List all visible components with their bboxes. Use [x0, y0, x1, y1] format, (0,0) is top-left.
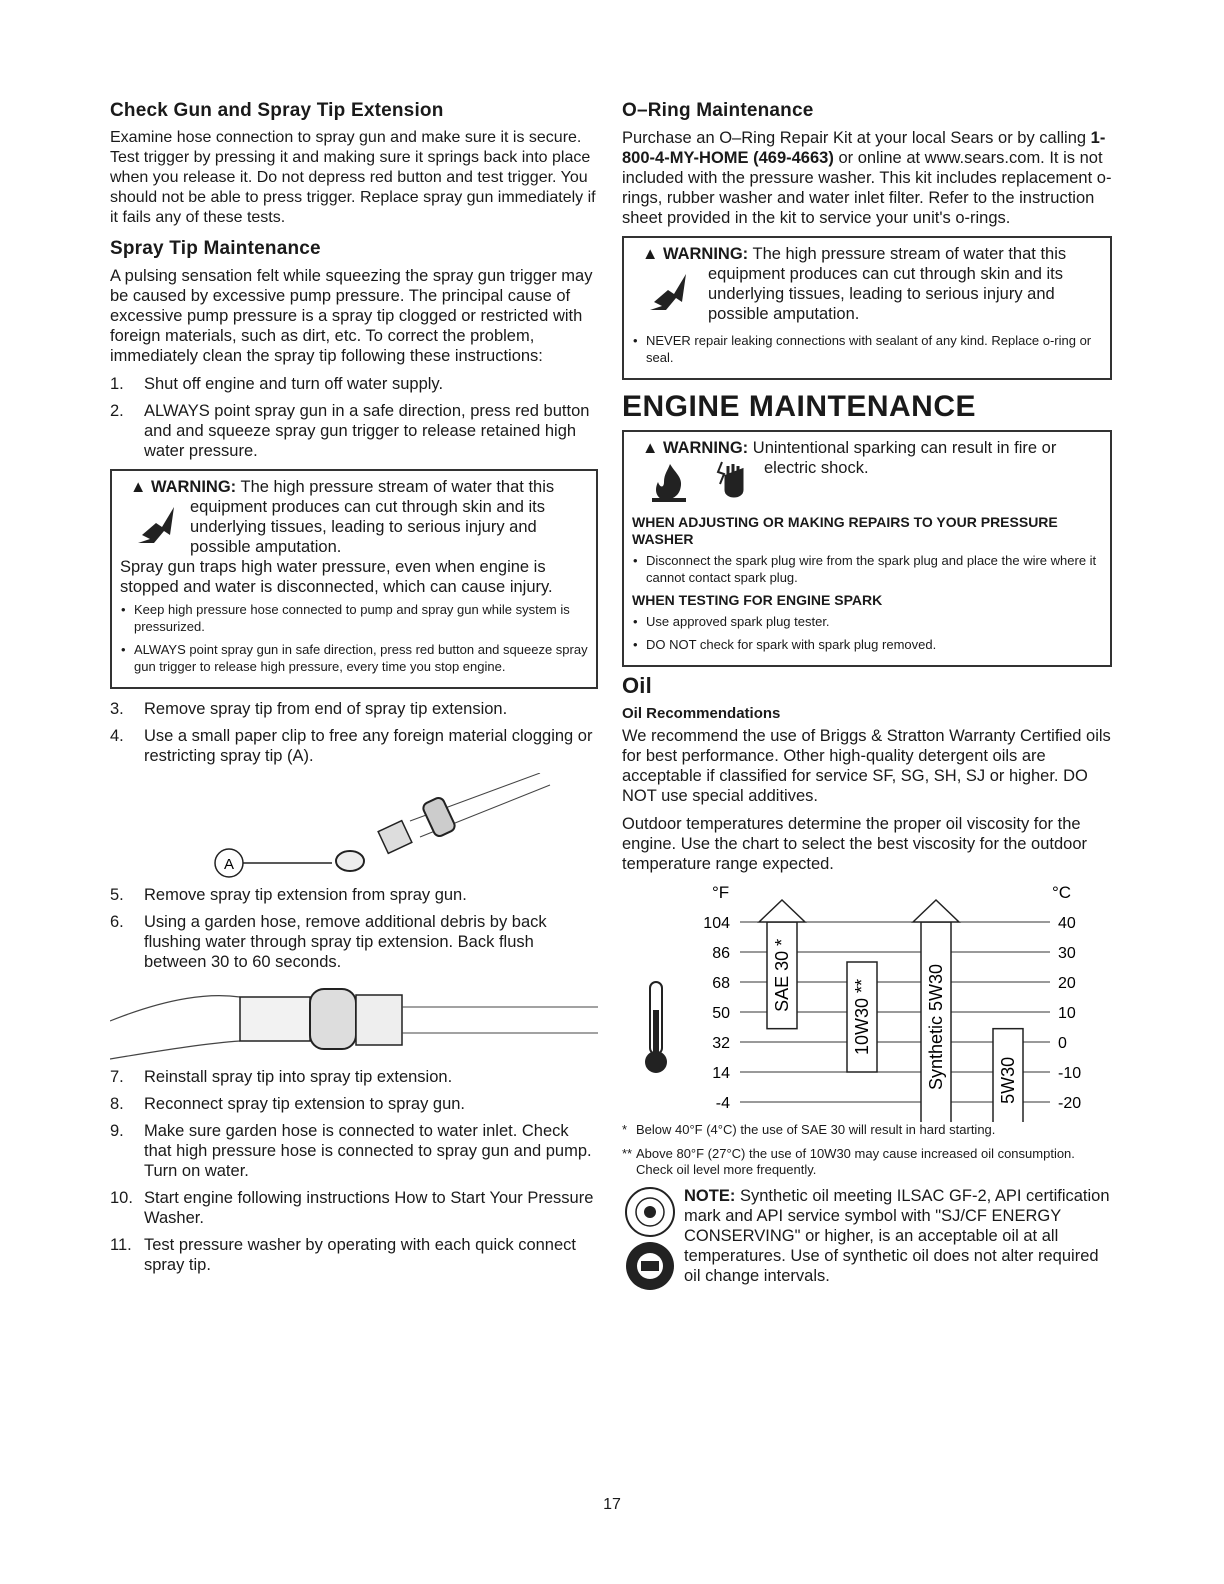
tick-label-celsius: -10: [1058, 1065, 1082, 1082]
list-item: 9. Make sure garden hose is connected to water inlet. Check that high pressure hose is connected to spray gun and pump. Turn on water.: [110, 1122, 592, 1180]
steps-list-a: [110, 374, 598, 461]
page-number: 17: [603, 1496, 621, 1513]
series-label: Synthetic 5W30: [926, 963, 946, 1091]
warning-bullets: [120, 601, 588, 675]
footnote-1: * Below 40°F (4°C) the use of SAE 30 will result in hard starting.: [622, 1122, 996, 1137]
warning-label: WARNING:: [150, 478, 237, 496]
list-item: 11. Test pressure washer by operating with each quick connect spray tip.: [110, 1236, 576, 1274]
warning-triangle-icon: ▲: [642, 245, 659, 263]
spray-tip-illustration: [110, 773, 598, 885]
tick-label-fahrenheit: 86: [712, 945, 730, 962]
warning-label: WARNING:: [662, 245, 749, 263]
list-item: 4. Use a small paper clip to free any foreign material clogging or restricting spray tip (A).: [110, 727, 593, 765]
tick-label-celsius: 40: [1058, 915, 1076, 932]
spark-caption-1: WHEN ADJUSTING OR MAKING REPAIRS TO YOUR PRESSURE WASHER: [632, 514, 1058, 547]
warning-box-pressure: ▲ WARNING: The high pressure stream of water that this equipment produces can cut through skin and its underlying tissues, leading to serious injury and possible amputation. Spray gun traps high water pressure, even when engine is stopped and water is disconnected, which can cause injury. • Keep high pressure hose connected to pump and spray gun while system is pressurized. • ALWAYS point spray gun in safe direction, press red button and squeeze spray gun trigger to release high pressure, every time you stop engine.: [110, 469, 598, 689]
check-gun-text: Examine hose connection to spray gun and make sure it is secure. Test trigger by pressing it and making sure it springs back into place when you release it. Do not depress red button and test trigger. You should not be able to press trigger. Replace spray gun immediately if it fails any of these tests.: [110, 129, 596, 226]
unit-celsius: °C: [1052, 883, 1072, 902]
warning-bullets: [632, 332, 1102, 366]
list-item: • ALWAYS point spray gun in safe direction, press red button and squeeze spray gun trigger to release high pressure, every time you stop engine.: [120, 641, 588, 675]
series-label: 10W30 **: [852, 978, 872, 1056]
check-gun-heading: Check Gun and Spray Tip Extension: [110, 100, 444, 121]
right-column: [622, 100, 1112, 1286]
steps-list-b: [110, 699, 598, 766]
cut-hazard-icon: [646, 272, 698, 312]
callout-label-a: A: [223, 856, 235, 873]
oil-viscosity-chart: [622, 882, 1112, 1122]
oil-text-1: We recommend the use of Briggs & Stratton Warranty Certified oils for best performance. Other high-quality detergent oils are acceptable if classified for service SF, SG, SH, SJ or higher. DO NOT use special additives.: [622, 727, 1111, 805]
engine-maintenance-heading: ENGINE MAINTENANCE: [622, 390, 977, 423]
list-item: 5. Remove spray tip extension from spray gun.: [110, 886, 467, 904]
shock-hazard-icon: [716, 460, 746, 504]
note-label: NOTE:: [684, 1187, 736, 1205]
o-ring-text: Purchase an O–Ring Repair Kit at your local Sears or by calling 1-800-4-MY-HOME (469-4663) or online at www.sears.com. It is not included with the pressure washer. This kit includes replacement o-rings, rubber washer and water inlet filter. Refer to the instruction sheet provided in the kit to service your unit's o-rings.: [622, 129, 1112, 227]
arrow-up-marker: [759, 900, 805, 922]
series-bar: [913, 900, 959, 1122]
tick-label-fahrenheit: 68: [712, 975, 730, 992]
arrow-up-marker: [913, 900, 959, 922]
list-item: • Keep high pressure hose connected to pump and spray gun while system is pressurized.: [120, 601, 588, 635]
spray-tip-heading: Spray Tip Maintenance: [110, 238, 321, 259]
list-item: 6. Using a garden hose, remove additional debris by back flushing water through spray tip extension. Back flush between 30 to 60 seconds.: [110, 913, 547, 971]
hose-figure: [110, 979, 598, 1067]
fire-hazard-icon: [650, 462, 690, 504]
series-bar: [985, 1029, 1031, 1122]
series-bar: [759, 900, 805, 1029]
tick-label-fahrenheit: 14: [712, 1065, 730, 1082]
spray-tip-text: A pulsing sensation felt while squeezing the spray gun trigger may be caused by excessive pump pressure. The principal cause of excessive pump pressure is a spray tip clogged or restricted with foreign materials, such as dirt, etc. To correct the problem, immediately clean the spray tip following these instructions:: [110, 267, 593, 365]
list-item: • Disconnect the spark plug wire from the spark plug and place the wire where it cannot contact spark plug.: [632, 552, 1102, 586]
list-item: 2. ALWAYS point spray gun in a safe direction, press red button and and squeeze spray gun trigger to release retained high water pressure.: [110, 402, 590, 460]
series-bar: [847, 962, 877, 1072]
spark-caption-2: WHEN TESTING FOR ENGINE SPARK: [632, 592, 883, 608]
list-item: • NEVER repair leaking connections with sealant of any kind. Replace o-ring or seal.: [632, 332, 1102, 366]
tick-label-fahrenheit: 32: [712, 1035, 730, 1052]
warning-body: Spray gun traps high water pressure, even when engine is stopped and water is disconnected, which can cause injury.: [120, 558, 553, 596]
list-item: • Use approved spark plug tester.: [632, 613, 1102, 630]
steps-list-c: [110, 885, 598, 972]
left-column: [110, 100, 598, 1282]
list-item: 8. Reconnect spray tip extension to spray gun.: [110, 1095, 466, 1113]
oil-recommendations-heading: Oil Recommendations: [622, 705, 781, 722]
series-label: 5W30: [998, 1056, 1018, 1104]
warning-box-spark: ▲ WARNING: Unintentional sparking can result in fire or electric shock. WHEN ADJUSTING OR MAKING REPAIRS TO YOUR PRESSURE WASHER • Disconnect the spark plug wire from the spark plug and place the wire where it cannot contact spark plug. WHEN TESTING FOR ENGINE SPARK • Use approved spark plug tester. • DO NOT check for spark with spark plug removed.: [622, 430, 1112, 667]
warning-label: WARNING:: [662, 439, 749, 457]
list-item: 1. Shut off engine and turn off water supply.: [110, 375, 444, 393]
hose-connection-illustration: [110, 979, 598, 1067]
spray-tip-figure: [110, 773, 598, 885]
steps-list-d: [110, 1067, 598, 1275]
list-item: • DO NOT check for spark with spark plug removed.: [632, 636, 1102, 653]
warning-triangle-icon: ▲: [642, 439, 659, 457]
tick-label-fahrenheit: 104: [703, 915, 730, 932]
phone-number: 1-800-4-MY-HOME (469-4663): [622, 129, 1106, 167]
list-item: 3. Remove spray tip from end of spray tip extension.: [110, 700, 508, 718]
tick-label-celsius: 0: [1058, 1035, 1067, 1052]
thermometer-icon: [645, 982, 667, 1073]
tick-label-celsius: -20: [1058, 1095, 1082, 1112]
api-service-symbol-icon: [622, 1186, 680, 1294]
cut-hazard-icon: [134, 505, 186, 545]
tick-label-fahrenheit: 50: [712, 1005, 730, 1022]
oil-heading: Oil: [622, 673, 652, 698]
tick-label-celsius: 10: [1058, 1005, 1076, 1022]
tick-label-fahrenheit: -4: [715, 1095, 730, 1112]
list-item: 7. Reinstall spray tip into spray tip extension.: [110, 1068, 453, 1086]
o-ring-heading: O–Ring Maintenance: [622, 100, 814, 121]
unit-fahrenheit: °F: [712, 883, 730, 902]
tick-label-celsius: 30: [1058, 945, 1076, 962]
tick-label-celsius: 20: [1058, 975, 1076, 992]
footnote-2: ** Above 80°F (27°C) the use of 10W30 may cause increased oil consumption. Check oil level more frequently.: [622, 1146, 1075, 1177]
warning-triangle-icon: ▲: [130, 478, 147, 496]
viscosity-chart-svg: [622, 882, 1112, 1122]
series-label: SAE 30 *: [772, 938, 792, 1012]
warning-box-o-ring: ▲ WARNING: The high pressure stream of water that this equipment produces can cut through skin and its underlying tissues, leading to serious injury and possible amputation. • NEVER repair leaking connections with sealant of any kind. Replace o-ring or seal.: [622, 236, 1112, 380]
oil-text-2: Outdoor temperatures determine the proper oil viscosity for the engine. Use the chart to select the best viscosity for the outdoor temperature range expected.: [622, 815, 1088, 873]
synthetic-oil-note: NOTE: Synthetic oil meeting ILSAC GF-2, API certification mark and API service symbol with "SJ/CF ENERGY CONSERVING" or higher, is an acceptable oil at all temperatures. Use of synthetic oil does not alter required oil change intervals.: [622, 1186, 1112, 1286]
list-item: 10. Start engine following instructions How to Start Your Pressure Washer.: [110, 1189, 594, 1227]
